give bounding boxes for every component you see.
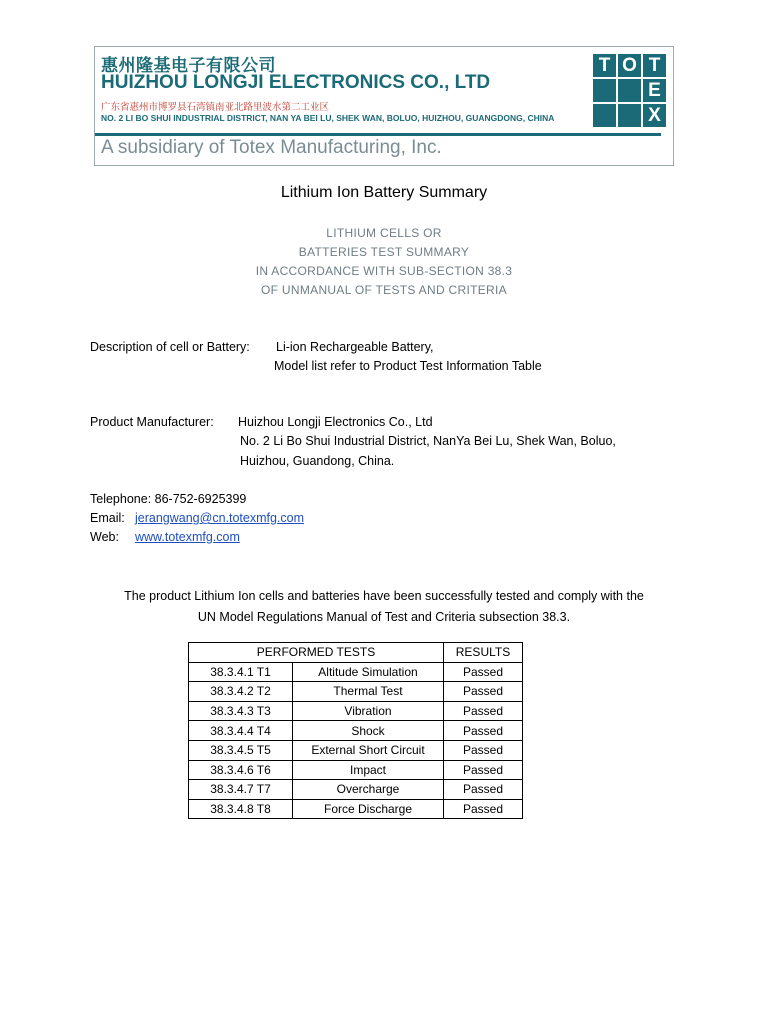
- table-row: [189, 721, 523, 741]
- logo-cell: X: [643, 104, 666, 127]
- test-code: 38.3.4.1 T1: [189, 662, 293, 682]
- logo-cell: [618, 79, 641, 102]
- manufacturer-line-2: No. 2 Li Bo Shui Industrial District, NanYa Bei Lu, Shek Wan, Boluo,: [240, 434, 616, 448]
- test-name: Shock: [293, 721, 444, 741]
- logo-cell: T: [593, 54, 616, 77]
- table-header-row: [189, 643, 523, 663]
- test-code: 38.3.4.6 T6: [189, 760, 293, 780]
- table-row: [189, 780, 523, 800]
- test-results-table: [188, 642, 523, 819]
- table-row: [189, 760, 523, 780]
- test-code: 38.3.4.4 T4: [189, 721, 293, 741]
- letterhead-divider: [95, 133, 661, 136]
- test-name: Thermal Test: [293, 682, 444, 702]
- test-code: 38.3.4.8 T8: [189, 799, 293, 819]
- table-row: [189, 740, 523, 760]
- test-result: Passed: [444, 701, 523, 721]
- totex-logo: [593, 54, 666, 127]
- test-result: Passed: [444, 682, 523, 702]
- test-result: Passed: [444, 721, 523, 741]
- test-name: Impact: [293, 760, 444, 780]
- test-code: 38.3.4.3 T3: [189, 701, 293, 721]
- company-name-chinese: 惠州隆基电子有限公司: [101, 56, 276, 76]
- compliance-statement: [0, 586, 768, 628]
- subsidiary-line: A subsidiary of Totex Manufacturing, Inc.: [101, 137, 442, 158]
- logo-cell: [593, 104, 616, 127]
- test-name: Force Discharge: [293, 799, 444, 819]
- manufacturer-line-1: Huizhou Longji Electronics Co., Ltd: [238, 415, 433, 429]
- test-result: Passed: [444, 760, 523, 780]
- test-result: Passed: [444, 780, 523, 800]
- letterhead: [94, 46, 674, 166]
- description-label: Description of cell or Battery:: [90, 340, 250, 354]
- test-name: Vibration: [293, 701, 444, 721]
- subtitle-line-4: OF UNMANUAL OF TESTS AND CRITERIA: [261, 283, 507, 297]
- manufacturer-line-3: Huizhou, Guandong, China.: [240, 454, 395, 468]
- logo-cell: O: [618, 54, 641, 77]
- test-name: Overcharge: [293, 780, 444, 800]
- test-code: 38.3.4.5 T5: [189, 740, 293, 760]
- test-result: Passed: [444, 662, 523, 682]
- test-result: Passed: [444, 799, 523, 819]
- statement-line-2: UN Model Regulations Manual of Test and Criteria subsection 38.3.: [197, 610, 571, 624]
- table-row: [189, 682, 523, 702]
- table-row: [189, 701, 523, 721]
- test-name: Altitude Simulation: [293, 662, 444, 682]
- logo-cell: [618, 104, 641, 127]
- header-performed-tests: PERFORMED TESTS: [189, 643, 444, 663]
- company-address-english: NO. 2 LI BO SHUI INDUSTRIAL DISTRICT, NAN YA BEI LU, SHEK WAN, BOLUO, HUIZHOU, GUANGDONG, CHINA: [101, 113, 555, 123]
- company-name-english: HUIZHOU LONGJI ELECTRONICS CO., LTD: [101, 72, 491, 93]
- email-label: Email:: [90, 511, 125, 525]
- test-code: 38.3.4.2 T2: [189, 682, 293, 702]
- company-address-chinese: 广东省惠州市博罗县石湾镇南亚北路里波水第二工业区: [101, 102, 330, 113]
- test-result: Passed: [444, 740, 523, 760]
- table-row: [189, 799, 523, 819]
- subtitle-line-1: LITHIUM CELLS OR: [326, 226, 442, 240]
- email-link[interactable]: jerangwang@cn.totexmfg.com: [135, 511, 305, 525]
- description-line-2: Model list refer to Product Test Information Table: [274, 359, 542, 373]
- logo-cell: [593, 79, 616, 102]
- subtitle-line-3: IN ACCORDANCE WITH SUB-SECTION 38.3: [255, 264, 513, 278]
- web-label: Web:: [90, 530, 119, 544]
- web-link[interactable]: www.totexmfg.com: [135, 530, 240, 544]
- subtitle-line-2: BATTERIES TEST SUMMARY: [298, 245, 470, 259]
- description-line-1: Li-ion Rechargeable Battery,: [276, 340, 434, 354]
- logo-cell: E: [643, 79, 666, 102]
- table-row: [189, 662, 523, 682]
- statement-line-1: The product Lithium Ion cells and batteries have been successfully tested and comply with the: [124, 589, 644, 603]
- logo-cell: T: [643, 54, 666, 77]
- test-code: 38.3.4.7 T7: [189, 780, 293, 800]
- manufacturer-label: Product Manufacturer:: [90, 415, 214, 429]
- header-results: RESULTS: [444, 643, 523, 663]
- test-name: External Short Circuit: [293, 740, 444, 760]
- document-title: Lithium Ion Battery Summary: [280, 184, 488, 201]
- telephone: Telephone: 86-752-6925399: [90, 492, 247, 506]
